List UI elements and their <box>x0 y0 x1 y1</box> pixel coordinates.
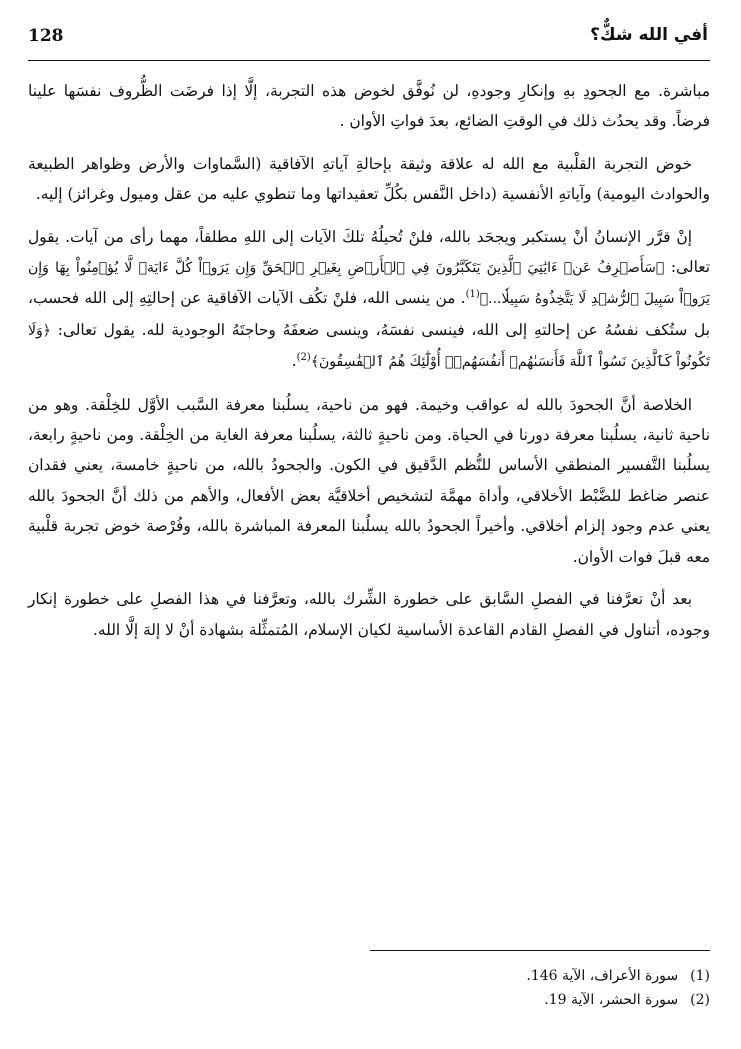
paragraph <box>28 584 710 645</box>
book-page <box>28 18 710 1028</box>
footnote-text: سورة الأعراف، الآية 146. <box>526 968 679 984</box>
footnote-number: (1) <box>690 968 710 984</box>
page-number: 128 <box>28 26 64 46</box>
footnote <box>28 964 710 988</box>
paragraph-text: . من ينسى الله، فلنْ تكُف الآيات الآفاقية عن إحالتِهِ إلى الله فحسب، بل ستُكف نفسُهُ عن إحالتهِ إلى الله، فينسى نفسَهُ، وينسى ضعفَهُ وحاجتَهُ الوجودية لله. يقول تعالى: <box>28 289 710 339</box>
quran-verse: ﴿سَأَصۡرِفُ عَنۡ ءَايَٰتِيَ ٱلَّذِينَ يَتَكَبَّرُونَ فِي ٱلۡأَرۡضِ بِغَيۡرِ ٱلۡحَقِّ وَإِن يَرَوۡاْ كُلَّ ءَايَةٖ لَّا يُؤۡمِنُواْ بِهَا وَإِن يَرَوۡاْ سَبِيلَ ٱلرُّشۡدِ لَا يَتَّخِذُوهُ سَبِيلٗا...﴾ <box>28 260 710 308</box>
footnotes <box>28 964 710 1012</box>
paragraph-text: بعد أنْ تعرَّفنا في الفصلِ السَّابق على خطورة الشِّرك بالله، وتعرَّفنا في هذا الفصلِ على خطورة إنكار وجوده، أتناول في الفصلِ القادم القاعدة الأساسية لكيان الإسلام، المُتمثِّلة بشهادة أنْ لا إلهَ إلَّا الله. <box>28 590 710 639</box>
paragraph-text: خوض التجربة القلْبية مع الله له علاقة وثيقة بإحالةِ آياتهِ الآفاقية (السَّماوات والأرض وظواهر الطبيعة والحوادث اليومية) وآياتهِ الأنفسية (داخل النَّفس بكُلِّ تعقيداتها وما تنطوي عليه من عقل وميول وغرائز) إليه. <box>28 154 710 204</box>
paragraph-text: إنْ قرَّر الإنسانُ أنْ يستكبر ويجحَد بالله، فلنْ تُحيلُهُ تلكَ الآيات إلى اللهِ مطلقاً، مهما رأى من آيات. يقول تعالى: <box>28 227 710 277</box>
paragraph-text: . <box>291 352 297 371</box>
body-text <box>28 76 710 657</box>
paragraph-text: الخلاصة أنَّ الجحودَ بالله له عواقب وخيمة. فهو من ناحية، يسلُبنا معرفة السَّبب الأوَّل للخِلْقة. وهو من ناحية ثانية، يسلُبنا معرفة دورنا في الحياة. ومن ناحيةٍ ثالثة، يسلُبنا معرفة الغاية من الخِلْقة. ومن ناحيةٍ رابعة، يسلُبنا التَّفسير المنطقي الأساس للنُّظم الدَّقيق في الكون. والجحودُ بالله، من ناحيةٍ خامسة، يعني فقدان عنصر ضاغط للضَّبْط الأخلاقي، وأداة مهمَّة لتشخيص أخلاقيَّة بعض الأفعال، والأهم من ذلك أنَّ الجحودَ بالله يعني عدم وجود إلزام أخلاقي. وأخيراً الجحودُ بالله يسلُبنا المعرفة المباشرة بالله، وفُرْصة خوض تجربة قلْبية معه قبلَ فوات الأوان. <box>28 395 710 566</box>
paragraph <box>28 390 710 572</box>
footnote <box>28 988 710 1012</box>
quran-verse: ﴿وَلَا تَكُونُواْ كَٱلَّذِينَ نَسُواْ ٱللَّهَ فَأَنسَىٰهُمۡ أَنفُسَهُمۡۚ أُوْلَٰٓئِكَ هُمُ ٱلۡفَٰسِقُونَ﴾ <box>28 322 710 371</box>
footnote-text: سورة الحشر، الآية 19. <box>544 992 679 1008</box>
paragraph-text: مباشرة. مع الجحودِ بهِ وإنكارِ وجودهِ، لن نُوفَّق لخوض هذه التجربة، إلَّا إذا فرضَت الظُّروف نفسَها علينا فرضاً. وقد يحدُث ذلك في الوقتِ الضائع، بعدَ فواتِ الأوان . <box>28 82 710 131</box>
footnote-reference: (1) <box>465 289 480 301</box>
footnote-reference: (2) <box>296 352 311 364</box>
paragraph <box>28 222 710 378</box>
footnote-number: (2) <box>690 992 710 1008</box>
paragraph <box>28 149 710 210</box>
running-title: أفي الله شكٌّ؟ <box>590 25 708 45</box>
footnote-divider <box>370 950 710 951</box>
paragraph <box>28 76 710 137</box>
page-header <box>28 18 710 61</box>
